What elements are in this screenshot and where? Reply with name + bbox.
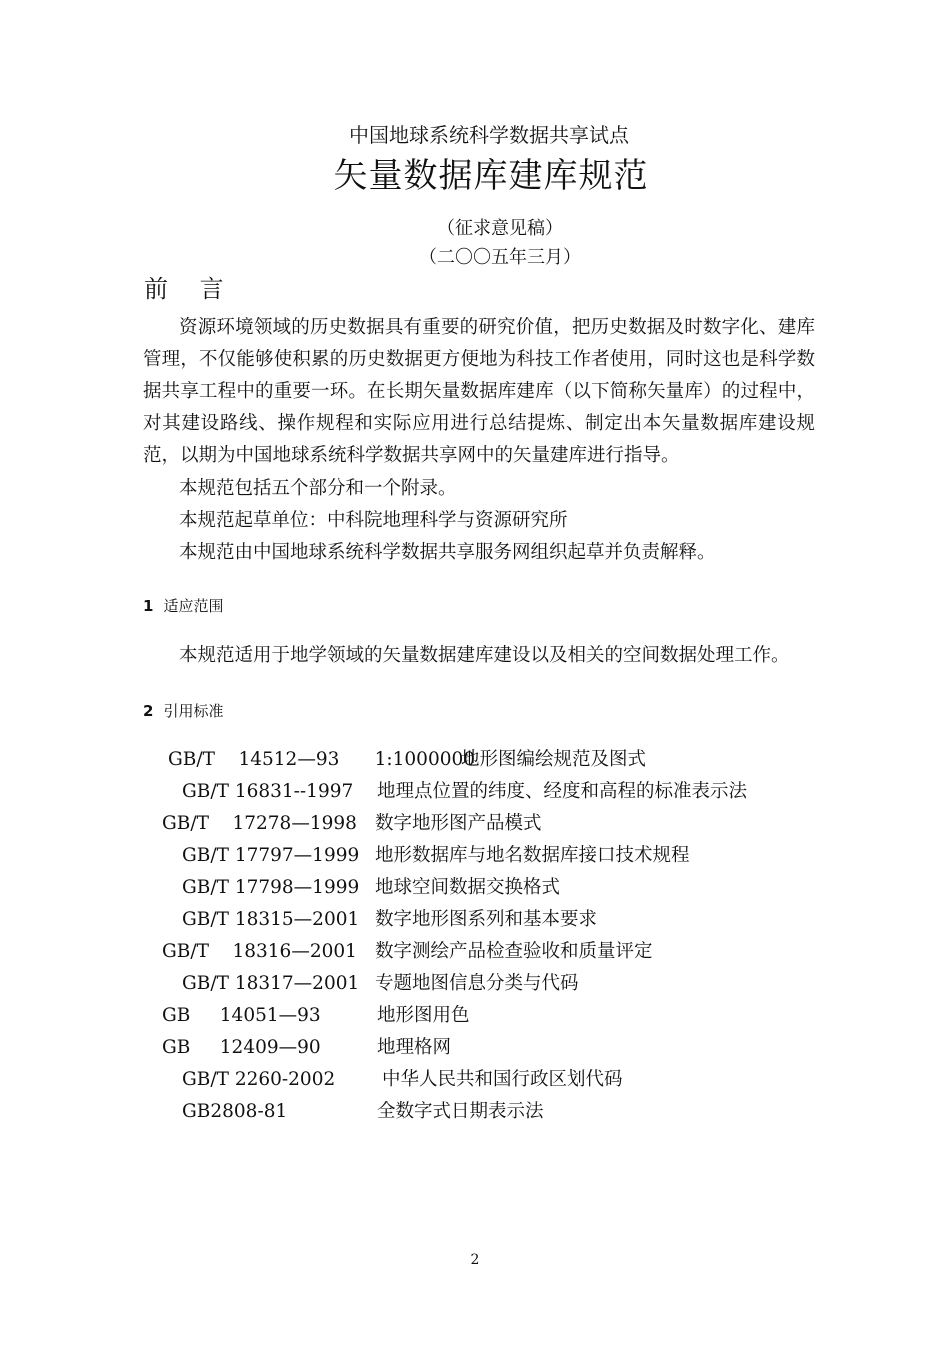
standard-title: 全数字式日期表示法 <box>377 1101 544 1122</box>
foreword-heading: 前 言 <box>144 275 236 303</box>
standard-code: GB/T 17798—1999 <box>182 877 360 898</box>
foreword-interpretation-line: 本规范由中国地球系统科学数据共享服务网组织起草并负责解释。 <box>179 542 716 563</box>
standard-code: GB/T 18315—2001 <box>182 909 360 930</box>
standard-code: GB/T 18317—2001 <box>182 973 360 994</box>
section-2-heading <box>143 700 223 722</box>
standard-code: GB/T 16831--1997 <box>182 781 354 802</box>
standard-title: 地形图用色 <box>377 1005 470 1026</box>
standard-title: 中华人民共和国行政区划代码 <box>382 1069 623 1090</box>
section-1-heading <box>143 595 223 617</box>
draft-note: （征求意见稿） <box>437 218 563 239</box>
standard-code: GB/T 2260-2002 <box>182 1069 336 1090</box>
foreword-parts-line: 本规范包括五个部分和一个附录。 <box>179 478 457 499</box>
standard-title: 数字地形图系列和基本要求 <box>375 909 598 930</box>
standard-code: GB/T 14512—93 1:1000000 <box>168 749 476 770</box>
standard-code: GB/T 18316—2001 <box>162 941 357 962</box>
section-1-number: 1 <box>143 597 154 615</box>
standard-title: 地理格网 <box>377 1037 452 1058</box>
standard-title: 数字地形图产品模式 <box>375 813 542 834</box>
standard-code: GB/T 17797—1999 <box>182 845 360 866</box>
document-subtitle: 中国地球系统科学数据共享试点 <box>349 123 629 147</box>
document-title: 矢量数据库建库规范 <box>333 156 649 196</box>
standard-title: 数字测绘产品检查验收和质量评定 <box>375 941 653 962</box>
standard-code: GB 14051—93 <box>162 1005 321 1026</box>
standard-code: GB 12409—90 <box>162 1037 321 1058</box>
standard-title: 专题地图信息分类与代码 <box>375 973 579 994</box>
section-2-title: 引用标准 <box>163 702 224 720</box>
standard-code: GB2808-81 <box>182 1101 288 1122</box>
foreword-paragraph: 资源环境领域的历史数据具有重要的研究价值，把历史数据及时数字化、建库管理，不仅能够使积累的历史数据更方便地为科技工作者使用，同时这也是科学数据共享工程中的重要一环。在长期矢量数据库建库（以下简称矢量库）的过程中，对其建设路线、操作规程和实际应用进行总结提炼、制定出本矢量数据库建设规范，以期为中国地球系统科学数据共享网中的矢量建库进行指导。 <box>143 317 815 466</box>
section-1-title: 适应范围 <box>163 597 224 615</box>
standard-code: GB/T 17278—1998 <box>162 813 357 834</box>
standard-title: 地形数据库与地名数据库接口技术规程 <box>375 845 690 866</box>
section-1-body: 本规范适用于地学领域的矢量数据建库建设以及相关的空间数据处理工作。 <box>179 645 790 666</box>
standard-title: 地球空间数据交换格式 <box>375 877 561 898</box>
page-number: 2 <box>470 1252 480 1268</box>
section-2-number: 2 <box>143 702 154 720</box>
standard-title: 地形图编绘规范及图式 <box>461 749 647 770</box>
standard-title: 地理点位置的纬度、经度和高程的标准表示法 <box>377 781 748 802</box>
foreword-drafter-line: 本规范起草单位：中科院地理科学与资源研究所 <box>179 510 568 531</box>
date-note: （二〇〇五年三月） <box>419 247 581 268</box>
